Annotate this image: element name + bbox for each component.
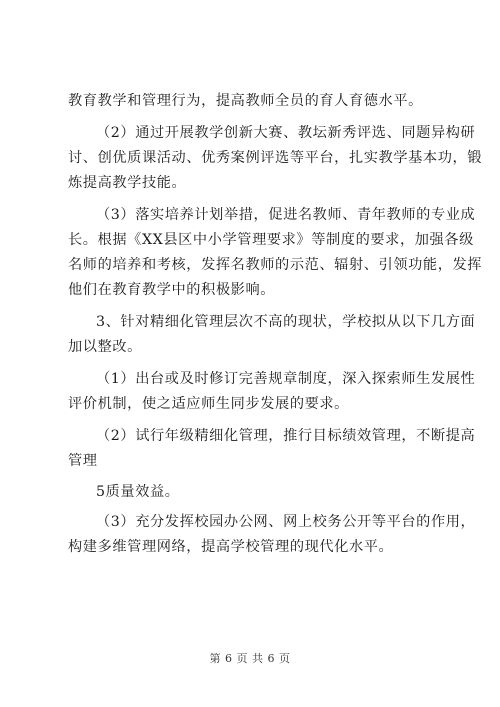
paragraph-line: 管理 bbox=[68, 453, 98, 469]
paragraph-line: 炼提高教学技能。 bbox=[68, 175, 187, 191]
paragraph-line: （2）试行年级精细化管理，推行目标绩效管理，不断提高 bbox=[96, 428, 476, 444]
paragraph-line: （3）充分发挥校园办公网、网上校务公开等平台的作用， bbox=[96, 514, 476, 530]
paragraph-line: （1）出台或及时修订完善规章制度，深入探索师生发展性 bbox=[96, 371, 476, 387]
paragraph-line: 加以整改。 bbox=[68, 339, 142, 355]
paragraph-line: （3）落实培养计划举措，促进名教师、青年教师的专业成 bbox=[96, 207, 476, 223]
paragraph-line: 评价机制，使之适应师生同步发展的要求。 bbox=[68, 396, 349, 412]
paragraph-line: 名师的培养和考核，发挥名教师的示范、辐射、引领功能，发挥 bbox=[68, 257, 483, 273]
paragraph-line: 5质量效益。 bbox=[96, 484, 180, 500]
paragraph-line: 他们在教育教学中的积极影响。 bbox=[68, 282, 276, 298]
paragraph-line: （2）通过开展教学创新大赛、教坛新秀评选、同题异构研 bbox=[96, 125, 476, 141]
paragraph-line: 构建多维管理网络，提高学校管理的现代化水平。 bbox=[68, 539, 394, 555]
paragraph-line: 教育教学和管理行为，提高教师全员的育人育德水平。 bbox=[68, 93, 423, 109]
page-number-footer: 第 6 页 共 6 页 bbox=[209, 652, 291, 665]
paragraph-line: 讨、创优质课活动、优秀案例评选等平台，扎实教学基本功，锻 bbox=[68, 150, 483, 166]
paragraph-line: 长。根据《XX县区中小学管理要求》等制度的要求，加强各级 bbox=[68, 232, 474, 248]
paragraph-line: 3、针对精细化管理层次不高的现状，学校拟从以下几方面 bbox=[96, 314, 476, 330]
